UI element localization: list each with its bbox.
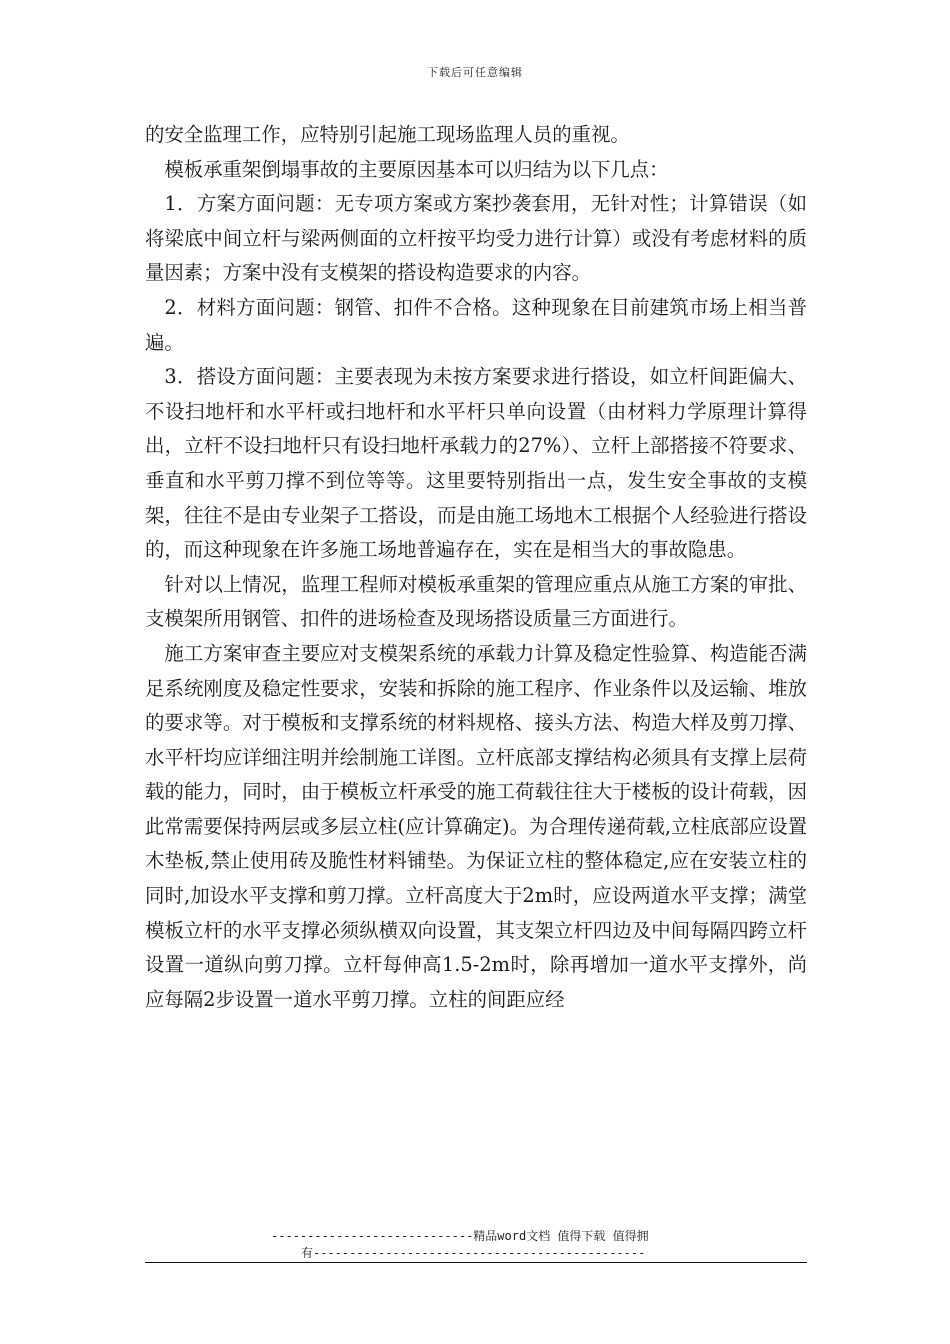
footer-line-1: ----------------------------精品word文档 值得下载 值得拥 <box>271 1229 649 1243</box>
paragraph-4: 2．材料方面问题：钢管、扣件不合格。这种现象在目前建筑市场上相当普遍。 <box>145 295 807 354</box>
paragraph-3: 1．方案方面问题：无专项方案或方案抄袭套用，无针对性；计算错误（如将梁底中间立杆与梁两侧面的立杆按平均受力进行计算）或没有考虑材料的质量因素；方案中没有支模架的搭设构造要求的内容。 <box>145 192 807 285</box>
paragraph-5: 3．搭设方面问题：主要表现为未按方案要求进行搭设，如立杆间距偏大、不设扫地杆和水平杆或扫地杆和水平杆只单向设置（由材料力学原理计算得出，立杆不设扫地杆只有设扫地杆承载力的27%）、立杆上部搭接不符要求、垂直和水平剪刀撑不到位等等。这里要特别指出一点，发生安全事故的支模架，往往不是由专业架子工搭设，而是由施工场地木工根据个人经验进行搭设的，而这种现象在许多施工场地普遍存在，实在是相当大的事故隐患。 <box>145 365 807 562</box>
page-header: 下载后可任意编辑 <box>427 66 523 79</box>
footer-rule <box>145 1262 807 1263</box>
footer-line-2: 有---------------------------------------------- <box>301 1246 646 1260</box>
paragraph-1: 的安全监理工作，应特别引起施工现场监理人员的重视。 <box>145 123 630 146</box>
page-footer <box>145 1228 807 1262</box>
paragraph-6: 针对以上情况，监理工程师对模板承重架的管理应重点从施工方案的审批、支模架所用钢管、扣件的进场检查及现场搭设质量三方面进行。 <box>145 572 807 631</box>
paragraph-2: 模板承重架倒塌事故的主要原因基本可以归结为以下几点： <box>164 157 669 181</box>
document-body <box>145 118 807 1017</box>
paragraph-7: 施工方案审查主要应对支模架系统的承载力计算及稳定性验算、构造能否满足系统刚度及稳定性要求，安装和拆除的施工程序、作业条件以及运输、堆放的要求等。对于模板和支撑系统的材料规格、接头方法、构造大样及剪刀撑、水平杆均应详细注明并绘制施工详图。立杆底部支撑结构必须具有支撑上层荷载的能力，同时，由于模板立杆承受的施工荷载往往大于楼板的设计荷载，因此常需要保持两层或多层立柱(应计算确定)。为合理传递荷载,立柱底部应设置木垫板,禁止使用砖及脆性材料铺垫。为保证立柱的整体稳定,应在安装立柱的同时,加设水平支撑和剪刀撑。立杆高度大于2m时，应设两道水平支撑；满堂模板立杆的水平支撑必须纵横双向设置，其支架立杆四边及中间每隔四跨立杆设置一道纵向剪刀撑。立杆每伸高1.5-2m时，除再增加一道水平支撑外，尚应每隔2步设置一道水平剪刀撑。立柱的间距应经 <box>145 641 807 1011</box>
